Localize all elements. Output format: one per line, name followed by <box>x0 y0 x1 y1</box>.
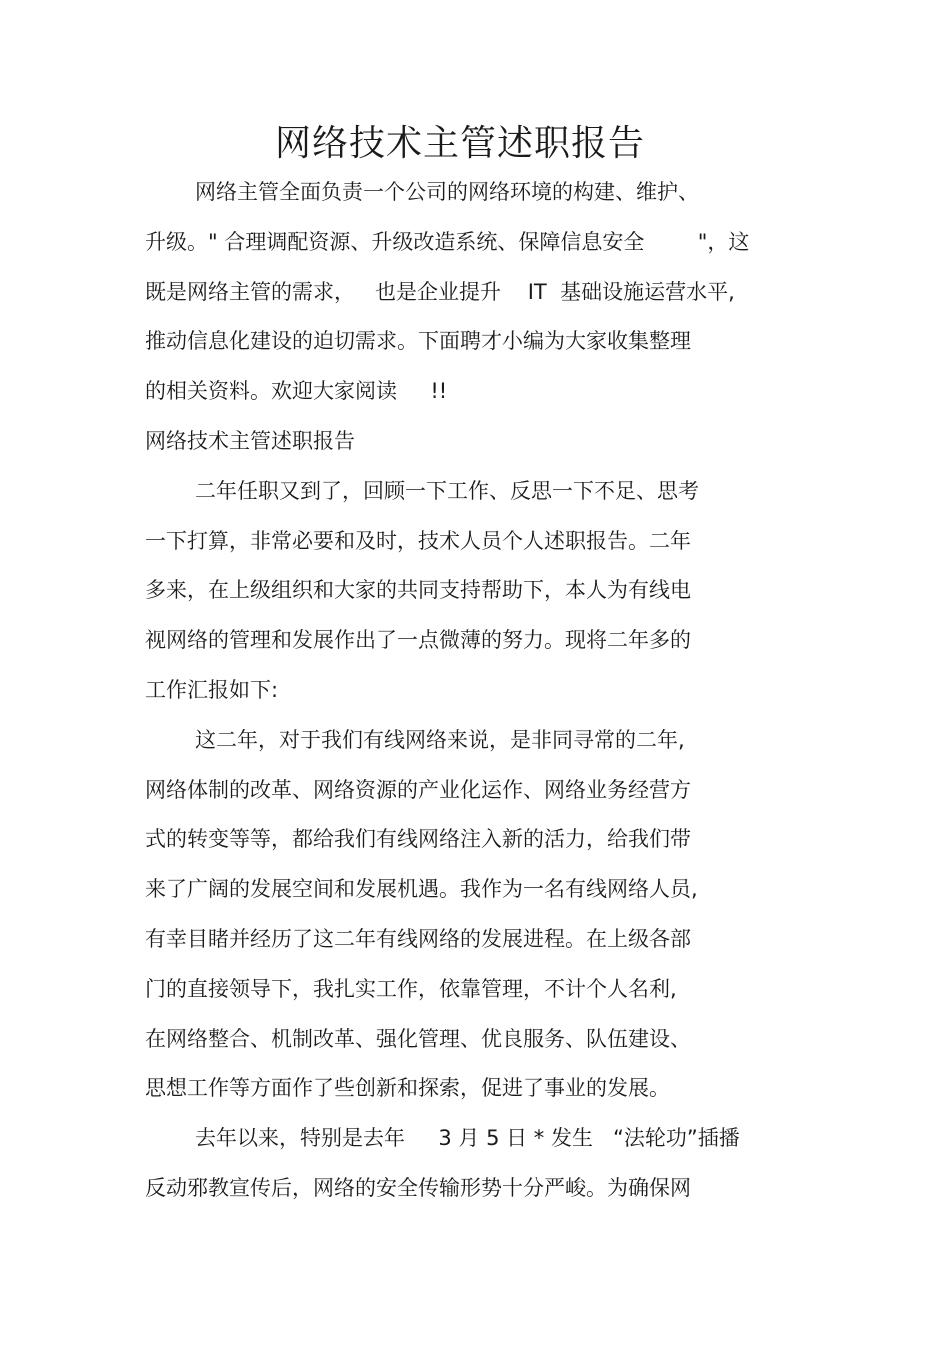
text-line: 这二年，对于我们有线网络来说，是非同寻常的二年, <box>195 727 685 752</box>
text-line: 的相关资料。欢迎大家阅读 !! <box>145 379 448 404</box>
text-line: 升级。" 合理调配资源、升级改造系统、保障信息安全 "，这 <box>145 229 750 254</box>
text-line: 门的直接领导下，我扎实工作，依靠管理，不计个人名利, <box>145 976 677 1001</box>
text-line: 网络主管全面负责一个公司的网络环境的构建、维护、 <box>195 180 699 204</box>
text-line: 思想工作等方面作了些创新和探索，促进了事业的发展。 <box>145 1076 670 1101</box>
text-line: 多来，在上级组织和大家的共同支持帮助下，本人为有线电 <box>145 578 691 603</box>
document-title: 网络技术主管述职报告 <box>274 123 645 164</box>
text-line: 式的转变等等，都给我们有线网络注入新的活力，给我们带 <box>145 827 691 852</box>
text-line: 二年任职又到了，回顾一下工作、反思一下不足、思考 <box>195 478 699 503</box>
text-line: 网络技术主管述职报告 <box>145 428 355 453</box>
text-line: 网络体制的改革、网络资源的产业化运作、网络业务经营方 <box>145 777 691 802</box>
text-line: 推动信息化建设的迫切需求。下面聘才小编为大家收集整理 <box>145 329 691 354</box>
text-line: 来了广阔的发展空间和发展机遇。我作为一名有线网络人员, <box>145 877 698 902</box>
text-line: 工作汇报如下: <box>145 677 279 702</box>
text-line: 视网络的管理和发展作出了一点微薄的努力。现将二年多的 <box>145 628 691 653</box>
text-line: 有幸目睹并经历了这二年有线网络的发展进程。在上级各部 <box>145 926 691 951</box>
text-line: 既是网络主管的需求， 也是企业提升 IT 基础设施运营水平, <box>145 279 735 304</box>
text-line: 在网络整合、机制改革、强化管理、优良服务、队伍建设、 <box>145 1026 691 1051</box>
text-line: 一下打算，非常必要和及时，技术人员个人述职报告。二年 <box>145 528 691 553</box>
document-body <box>145 168 825 1214</box>
text-line: 反动邪教宣传后，网络的安全传输形势十分严峻。为确保网 <box>145 1175 691 1200</box>
text-line: 去年以来，特别是去年 3 月 5 日 * 发生 “法轮功”插播 <box>195 1126 740 1151</box>
